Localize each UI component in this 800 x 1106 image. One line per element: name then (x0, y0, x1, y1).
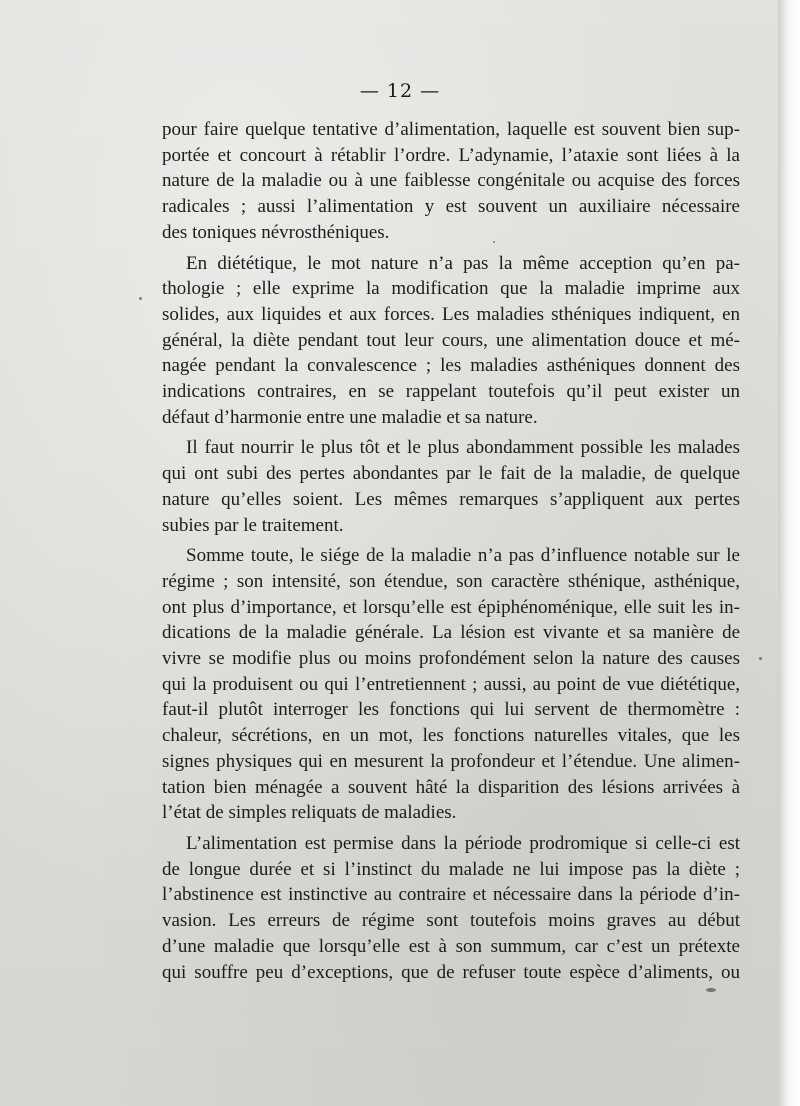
ink-speck (493, 241, 495, 243)
text-line: qui la produisent ou qui l’entretiennent ; aussi, au point de vue diététique, (162, 673, 740, 695)
text-line: de longue durée et si l’instinct du malade ne lui impose pas la diète ; (162, 858, 740, 880)
paragraph-4 (162, 543, 740, 826)
ink-speck (706, 988, 716, 992)
text-line: dications de la maladie générale. La lésion est vivante et sa manière de (162, 622, 740, 644)
text-line: nature de la maladie ou à une faiblesse congénitale ou acquise des forces (162, 170, 740, 192)
text-line: nature qu’elles soient. Les mêmes remarques s’appliquent aux pertes (162, 488, 740, 510)
ink-speck (139, 297, 142, 300)
text-line: thologie ; elle exprime la modification que la maladie imprime aux (162, 278, 740, 300)
text-line: signes physiques qui en mesurent la profondeur et l’étendue. Une alimen- (162, 750, 740, 772)
body-text (162, 117, 740, 985)
text-line: L’alimentation est permise dans la période prodromique si celle-ci est (186, 832, 740, 854)
text-line: faut-il plutôt interroger les fonctions qui lui servent de thermomètre : (162, 699, 740, 721)
text-line: nagée pendant la convalescence ; les maladies asthéniques donnent des (162, 355, 740, 377)
text-line: En diététique, le mot nature n’a pas la même acception qu’en pa- (186, 252, 740, 274)
text-line: portée et concourt à rétablir l’ordre. L’adynamie, l’ataxie sont liées à la (162, 144, 740, 166)
text-line: d’une maladie que lorsqu’elle est à son summum, car c’est un prétexte (162, 935, 740, 957)
text-line: vasion. Les erreurs de régime sont toutefois moins graves au début (162, 910, 740, 932)
text-line: radicales ; aussi l’alimentation y est souvent un auxiliaire nécessaire (162, 196, 740, 218)
text-line: solides, aux liquides et aux forces. Les maladies sthéniques indiquent, en (162, 303, 740, 325)
text-line: Il faut nourrir le plus tôt et le plus abondamment possible les malades (186, 437, 740, 459)
text-line: des toniques névrosthéniques. (162, 221, 390, 243)
text-line: qui souffre peu d’exceptions, que de refuser toute espèce d’aliments, ou (162, 961, 740, 983)
text-line: défaut d’harmonie entre une maladie et sa nature. (162, 406, 538, 428)
text-line: indications contraires, en se rappelant toutefois qu’il peut exister un (162, 381, 740, 403)
text-line: général, la diète pendant tout leur cours, une alimentation douce et mé- (162, 329, 740, 351)
paragraph-5 (162, 831, 740, 985)
page-edge (778, 0, 800, 1106)
paragraph-1 (162, 117, 740, 246)
text-line: pour faire quelque tentative d’alimentation, laquelle est souvent bien sup- (162, 119, 740, 140)
text-line: subies par le traitement. (162, 514, 344, 536)
page-number: — 12 — (359, 80, 441, 102)
text-line: qui ont subi des pertes abondantes par le fait de la maladie, de quelque (162, 463, 740, 485)
paragraph-2 (162, 251, 740, 431)
text-line: ont plus d’importance, et lorsqu’elle est épiphénoménique, elle suit les in- (162, 596, 740, 618)
text-line: chaleur, sécrétions, en un mot, les fonctions naturelles vitales, que les (162, 725, 740, 747)
text-line: régime ; son intensité, son étendue, son caractère sthénique, asthénique, (162, 570, 740, 592)
text-line: l’état de simples reliquats de maladies. (162, 802, 457, 824)
text-line: Somme toute, le siége de la maladie n’a pas d’influence notable sur le (186, 545, 740, 567)
paragraph-3 (162, 435, 740, 538)
text-line: tation bien ménagée a souvent hâté la disparition des lésions arrivées à (162, 776, 740, 798)
text-line: l’abstinence est instinctive au contraire et nécessaire dans la période d’in- (162, 884, 740, 906)
text-line: vivre se modifie plus ou moins profondément selon la nature des causes (162, 648, 740, 670)
ink-speck (759, 657, 762, 660)
